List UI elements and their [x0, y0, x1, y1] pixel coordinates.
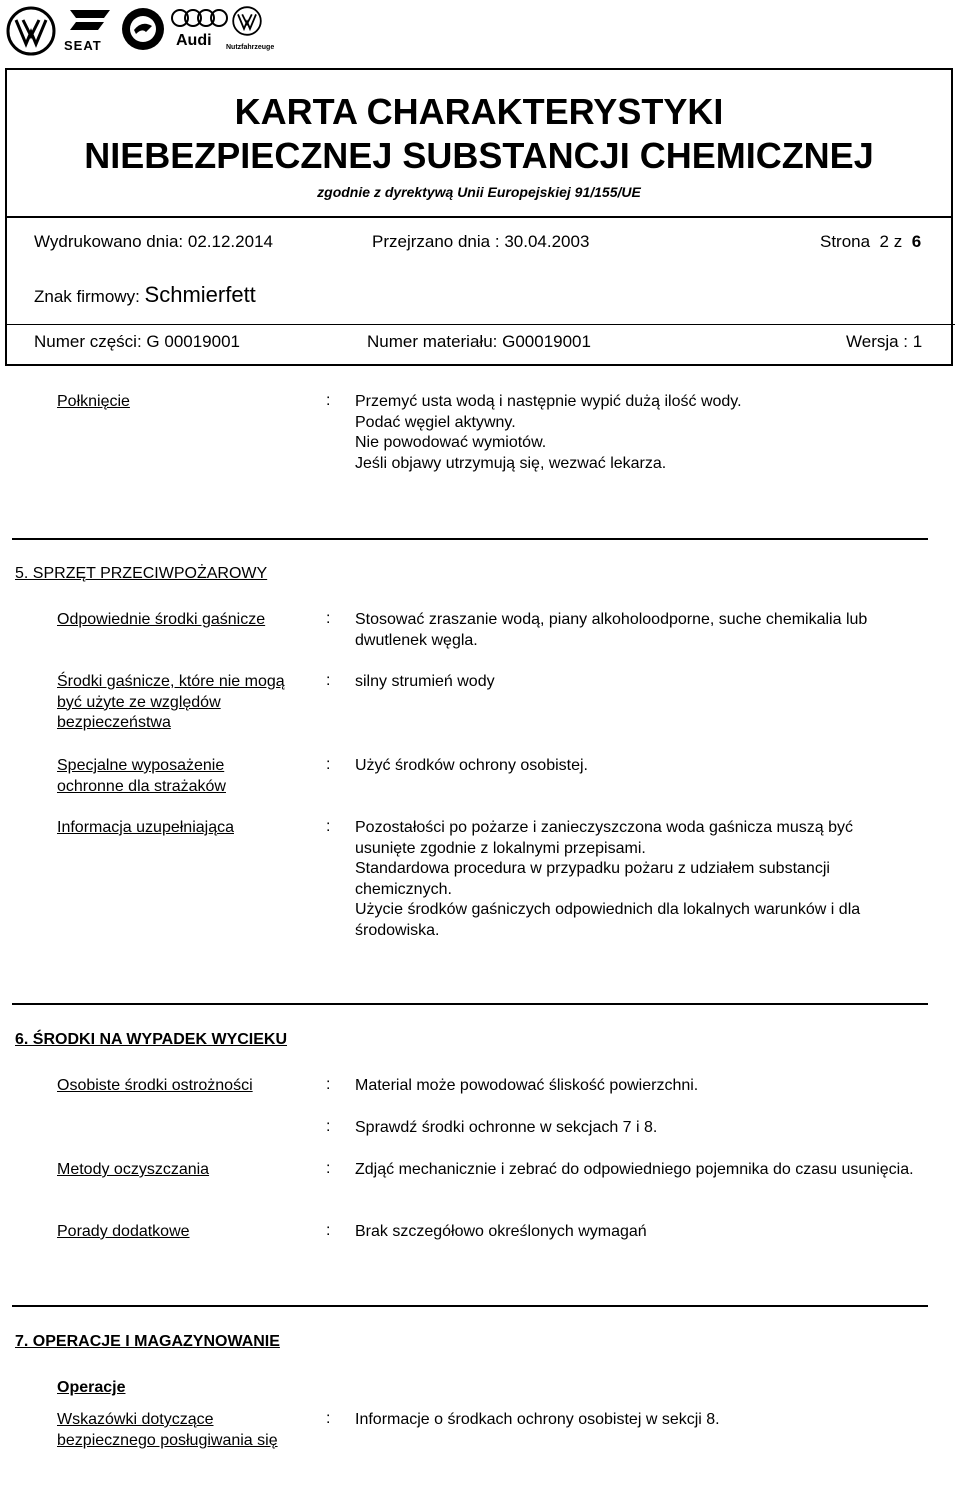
swallow-label: Połknięcie	[57, 393, 130, 410]
s6-r3-value: Brak szczegółowo określonych wymagań	[355, 1223, 647, 1240]
s6-r3-label: Porady dodatkowe	[57, 1223, 190, 1240]
s6-r1-value: Material może powodować śliskość powierzchni.	[355, 1077, 699, 1094]
vw-commercial-logo	[226, 6, 275, 51]
s7-r1-label: Wskazówki dotyczące bezpiecznego posługiwania się	[57, 1411, 278, 1449]
version-number: Wersja : 1	[846, 332, 923, 351]
s7-sub-heading: Operacje	[57, 1379, 126, 1396]
section-6-heading: 6. ŚRODKI NA WYPADEK WYCIEKU	[15, 1031, 288, 1048]
s6-r1-label: Osobiste środki ostrożności	[57, 1077, 253, 1094]
info-divider	[5, 324, 955, 325]
s6-r2-value: Zdjąć mechanicznie i zebrać do odpowiedniego pojemnika do czasu usunięcia.	[355, 1161, 914, 1178]
s5-r4-colon: :	[326, 818, 331, 835]
s6-r2-label: Metody oczyszczania	[57, 1161, 210, 1178]
s5-r3-label: Specjalne wyposażenie ochronne dla strażaków	[57, 757, 226, 795]
s6-r3-colon: :	[326, 1222, 331, 1239]
s6-r2-colon: :	[326, 1160, 331, 1177]
s6-r1b-colon: :	[326, 1118, 331, 1135]
s5-r4-value: Pozostałości po pożarze i zanieczyszczona woda gaśnicza muszą być usunięte zgodnie z lokalnymi przepisami. Standardowa procedura w przypadku pożaru z udziałem substancji chemicznych. Użycie środków gaśniczych odpowiednich dla lokalnych warunków i dla środowiska.	[355, 819, 861, 939]
s5-r1-value: Stosować zraszanie wodą, piany alkoholoodporne, suche chemikalia lub dwutlenek węgla.	[355, 611, 868, 649]
nutzfahrzeuge-text: Nutzfahrzeuge	[226, 44, 275, 51]
s5-r1-colon: :	[326, 610, 331, 627]
section-divider	[12, 538, 928, 540]
s5-r1-label: Odpowiednie środki gaśnicze	[57, 611, 266, 628]
seat-logo-text: SEAT	[64, 38, 102, 53]
title-line-1: KARTA CHARAKTERYSTYKI	[234, 91, 724, 132]
swallow-colon: :	[326, 392, 331, 409]
document-title-box	[5, 68, 953, 218]
vw-logo	[6, 6, 56, 56]
printed-date: Wydrukowano dnia: 02.12.2014	[34, 232, 273, 251]
title-subtitle: zgodnie z dyrektywą Unii Europejskiej 91/155/UE	[317, 184, 641, 200]
s5-r4-label: Informacja uzupełniająca	[57, 819, 234, 836]
audi-logo-text: Audi	[176, 32, 212, 49]
s6-r1b-value: Sprawdź środki ochronne w sekcjach 7 i 8.	[355, 1119, 658, 1136]
s5-r3-colon: :	[326, 756, 331, 773]
audi-logo	[170, 6, 230, 49]
section-divider	[12, 1003, 928, 1005]
section-5-heading: 5. SPRZĘT PRZECIWPOŻAROWY	[15, 565, 268, 582]
reviewed-date: Przejrzano dnia : 30.04.2003	[372, 232, 590, 251]
s6-r1-colon: :	[326, 1076, 331, 1093]
section-divider	[12, 1305, 928, 1307]
s5-r2-label: Środki gaśnicze, które nie mogą być użyte ze względów bezpieczeństwa	[57, 673, 285, 731]
s5-r2-colon: :	[326, 672, 331, 689]
brand-name: Znak firmowy: Schmierfett	[34, 282, 256, 307]
page-number: Strona 2 z 6	[820, 232, 922, 251]
material-number: Numer materiału: G00019001	[367, 332, 591, 351]
s7-r1-value: Informacje o środkach ochrony osobistej w sekcji 8.	[355, 1411, 720, 1428]
skoda-logo	[120, 6, 166, 52]
s7-r1-colon: :	[326, 1410, 331, 1427]
part-number: Numer części: G 00019001	[34, 332, 241, 351]
title-line-2: NIEBEZPIECZNEJ SUBSTANCJI CHEMICZNEJ	[84, 135, 874, 176]
s5-r3-value: Użyć środków ochrony osobistej.	[355, 757, 588, 774]
swallow-value: Przemyć usta wodą i następnie wypić dużą ilość wody. Podać węgiel aktywny. Nie powodować wymiotów. Jeśli objawy utrzymują się, wezwać lekarza.	[355, 393, 742, 472]
seat-logo	[64, 6, 116, 53]
section-7-heading: 7. OPERACJE I MAGAZYNOWANIE	[15, 1333, 280, 1350]
s5-r2-value: silny strumień wody	[355, 673, 495, 690]
